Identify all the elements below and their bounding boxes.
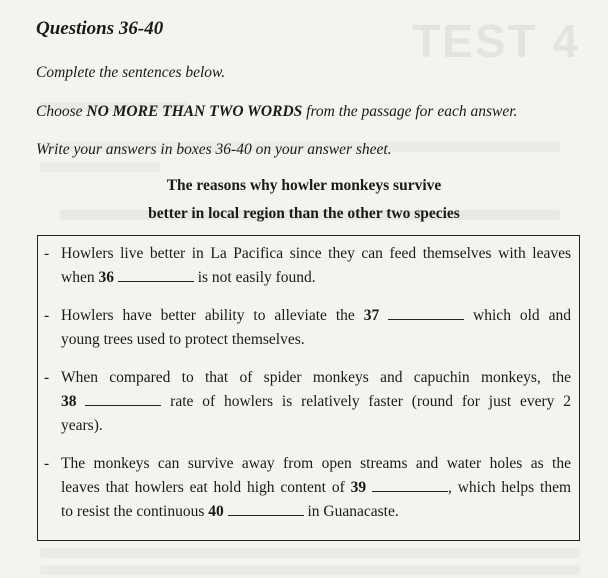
instruction-choose-post: from the passage for each answer.: [302, 103, 518, 120]
question-number: 36: [98, 269, 114, 286]
answer-blank-36[interactable]: [118, 267, 194, 282]
answer-blank-37[interactable]: [388, 305, 464, 320]
answer-blank-39[interactable]: [372, 477, 448, 492]
bleed-through-line: [40, 565, 580, 575]
watermark-text: TEST 4: [412, 15, 580, 67]
item-line: Howlers live better in La Pacifica since they can feed themselves with leaves: [61, 245, 571, 262]
bleed-through-line: [40, 162, 160, 172]
item-line: The monkeys can survive away from open streams and water holes as the: [61, 455, 571, 472]
question-number: 38: [61, 393, 77, 410]
question-number: 40: [208, 503, 224, 520]
question-number: 37: [363, 307, 380, 324]
instruction-write: Write your answers in boxes 36-40 on your answer sheet.: [36, 141, 392, 158]
sentence-completion-box: [37, 235, 580, 541]
question-number: 39: [350, 479, 367, 496]
item-line: Howlers have better ability to alleviate the 37 which old and: [61, 307, 571, 324]
item-line: leaves that howlers eat hold high content of 39 , which helps them: [61, 479, 571, 496]
item-line: to resist the continuous 40 in Guanacaste.: [61, 503, 399, 520]
item-line: years).: [61, 417, 103, 434]
bullet-dash: -: [44, 245, 50, 262]
bullet-dash: -: [44, 369, 50, 386]
answer-blank-40[interactable]: [228, 501, 304, 516]
answer-blank-38[interactable]: [85, 391, 161, 406]
box-title-line-2: better in local region than the other two species: [148, 205, 460, 222]
bleed-through-line: [40, 548, 580, 558]
bullet-dash: -: [44, 455, 50, 472]
bullet-dash: -: [44, 307, 50, 324]
instruction-choose-bold: NO MORE THAN TWO WORDS: [86, 103, 303, 120]
box-title-line-1: The reasons why howler monkeys survive: [166, 177, 442, 194]
item-line: When compared to that of spider monkeys and capuchin monkeys, the: [61, 369, 571, 386]
instruction-choose: [36, 103, 517, 121]
instruction-complete: Complete the sentences below.: [36, 64, 226, 81]
questions-heading: Questions 36-40: [36, 18, 164, 39]
item-line: when 36 is not easily found.: [61, 269, 316, 286]
instruction-choose-pre: Choose: [36, 103, 87, 120]
item-line: young trees used to protect themselves.: [61, 331, 305, 348]
item-line: 38 rate of howlers is relatively faster (round for just every 2: [61, 393, 571, 410]
